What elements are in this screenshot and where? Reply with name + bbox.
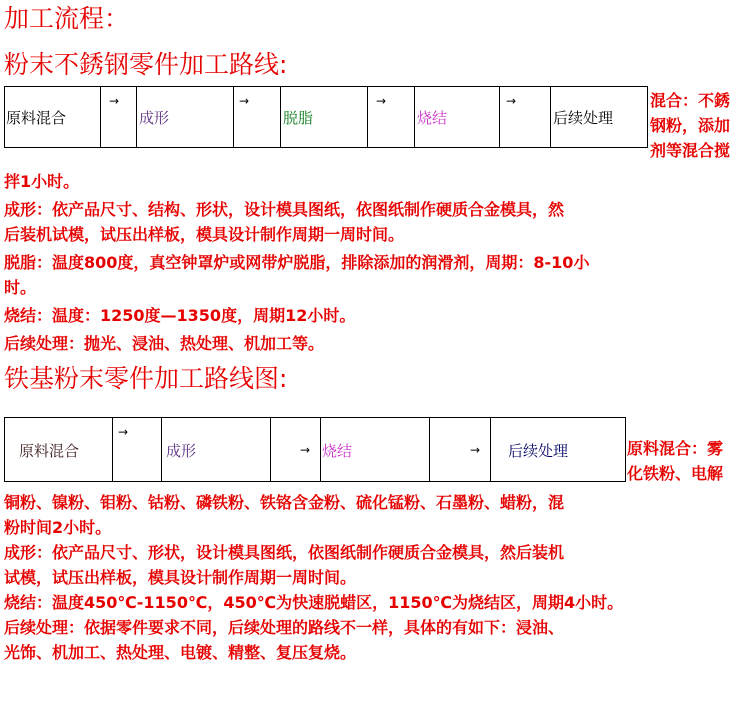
flow2-step-box bbox=[320, 417, 430, 482]
flow2-step-mix: 原料混合 bbox=[19, 442, 80, 460]
side-line: 原料混合：雾 bbox=[627, 439, 724, 458]
section1-description bbox=[4, 169, 752, 356]
side-line: 混合：不銹 bbox=[650, 91, 731, 110]
text-line: 粉时间2小时。 bbox=[4, 518, 112, 537]
section2-flow bbox=[4, 417, 626, 482]
arrow-icon: → bbox=[118, 425, 129, 439]
section2-description bbox=[4, 490, 752, 665]
flow1-step-post: 后续处理 bbox=[553, 109, 614, 127]
arrow-icon: → bbox=[300, 443, 311, 457]
flow1-arrow-box bbox=[233, 86, 281, 148]
arrow-icon: → bbox=[109, 94, 120, 108]
section1-title: 粉末不銹钢零件加工路线: bbox=[4, 50, 288, 79]
flow2-arrow-box bbox=[112, 417, 162, 482]
arrow-icon: → bbox=[506, 94, 517, 108]
process-heading: 加工流程： bbox=[4, 4, 130, 33]
flow1-step-form: 成形 bbox=[139, 109, 170, 127]
flow1-step-box bbox=[550, 86, 648, 148]
text-line: 铜粉、镍粉、钼粉、钴粉、磷铁粉、铁铬含金粉、硫化锰粉、石墨粉、蜡粉，混 bbox=[4, 493, 565, 512]
flow2-arrow-box bbox=[429, 417, 491, 482]
text-line: 烧结：温度：1250度—1350度，周期12小时。 bbox=[4, 306, 356, 325]
text-line: 拌1小时。 bbox=[4, 172, 80, 191]
section2-side-text bbox=[627, 436, 723, 486]
text-line: 试模，试压出样板，模具设计制作周期一周时间。 bbox=[4, 568, 357, 587]
text-line: 成形：依产品尺寸、形状，设计模具图纸，依图纸制作硬质合金模具，然后装机 bbox=[4, 543, 565, 562]
text-line: 后续处理：抛光、浸油、热处理、机加工等。 bbox=[4, 334, 325, 353]
flow1-step-box bbox=[136, 86, 234, 148]
flow1-step-sinter: 烧结 bbox=[417, 109, 448, 127]
flow1-step-box bbox=[414, 86, 500, 148]
flow2-step-box bbox=[161, 417, 271, 482]
side-line: 钢粉，添加 bbox=[650, 116, 731, 135]
flow1-step-box bbox=[4, 86, 101, 148]
flow1-arrow-box bbox=[100, 86, 137, 148]
side-line: 化铁粉、电解 bbox=[627, 464, 724, 483]
flow1-arrow-box bbox=[367, 86, 415, 148]
flow2-step-box bbox=[4, 417, 113, 482]
flow2-step-sinter: 烧结 bbox=[322, 442, 353, 460]
flow2-step-form: 成形 bbox=[166, 442, 197, 460]
text-line: 后续处理：依据零件要求不同，后续处理的路线不一样，具体的有如下：浸油、 bbox=[4, 618, 565, 637]
section1-flow bbox=[4, 86, 648, 148]
arrow-icon: → bbox=[470, 443, 481, 457]
flow1-step-mix: 原料混合 bbox=[6, 109, 67, 127]
flow1-arrow-box bbox=[499, 86, 551, 148]
flow2-step-post: 后续处理 bbox=[508, 442, 569, 460]
text-line: 脱脂：温度800度，真空钟罩炉或网带炉脱脂，排除添加的润滑剂，周期：8-10小 bbox=[4, 253, 590, 272]
flow1-step-box bbox=[280, 86, 368, 148]
flow2-step-box bbox=[490, 417, 626, 482]
flow1-step-debind: 脱脂 bbox=[283, 109, 314, 127]
text-line: 烧结：温度450℃-1150℃，450℃为快速脱蜡区，1150℃为烧结区，周期4小时。 bbox=[4, 593, 624, 612]
text-line: 光饰、机加工、热处理、电镀、精整、复压复烧。 bbox=[4, 643, 357, 662]
side-line: 剂等混合搅 bbox=[650, 141, 731, 160]
flow2-arrow-box bbox=[270, 417, 321, 482]
section1-side-text bbox=[650, 88, 730, 163]
arrow-icon: → bbox=[376, 94, 387, 108]
section2-title: 铁基粉末零件加工路线图: bbox=[4, 364, 288, 393]
text-line: 时。 bbox=[4, 278, 37, 297]
arrow-icon: → bbox=[239, 94, 250, 108]
text-line: 成形：依产品尺寸、结构、形状，设计模具图纸，依图纸制作硬质合金模具，然 bbox=[4, 200, 565, 219]
text-line: 后装机试模，试压出样板，模具设计制作周期一周时间。 bbox=[4, 225, 405, 244]
